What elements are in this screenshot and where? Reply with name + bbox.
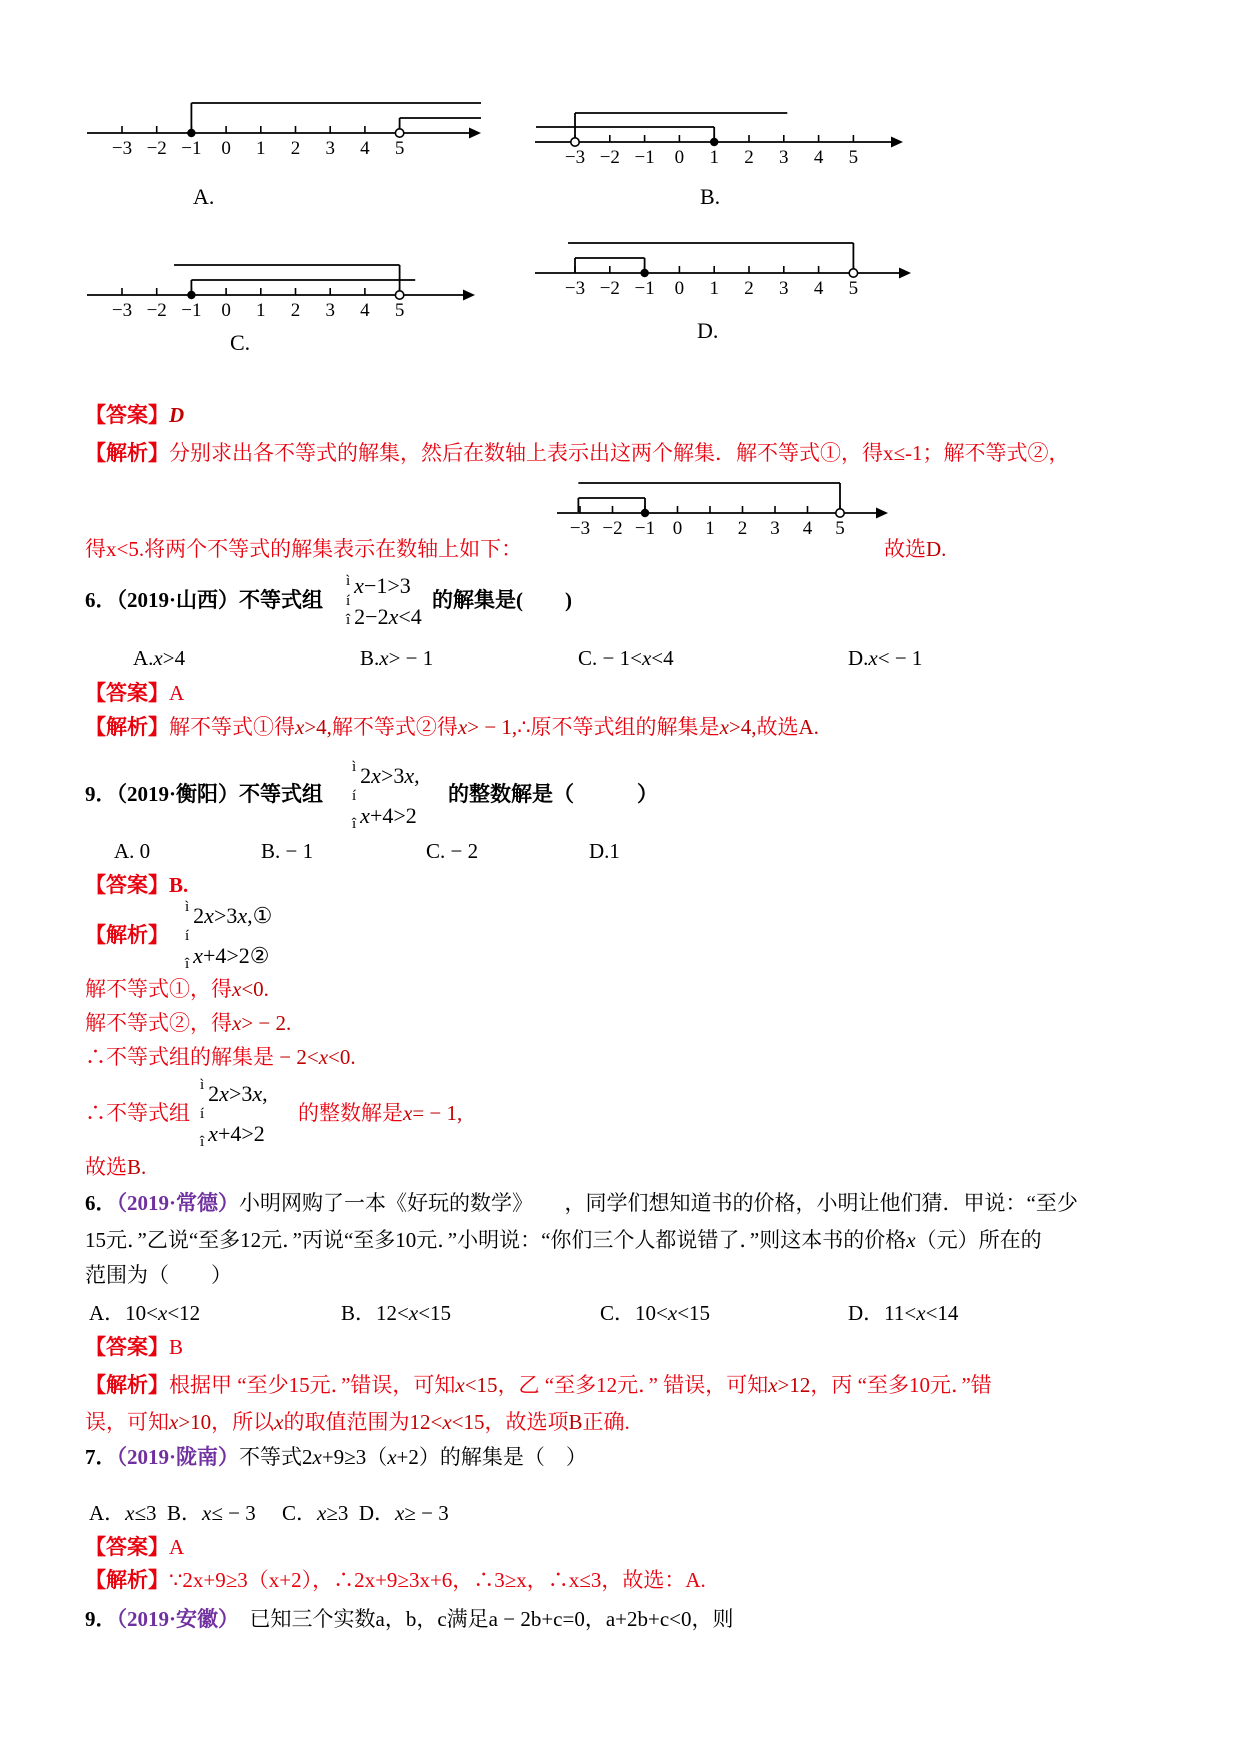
text-run: >3 — [380, 763, 405, 788]
text-run: 故选 — [884, 537, 926, 561]
tick-label: −1 — [181, 138, 202, 159]
text-run: 已知三个实数a，b，c满足a − 2b+c=0，a+2b+c<0，则 — [228, 1607, 734, 1631]
tick-label: 0 — [221, 138, 231, 159]
text-run: 根据甲 “至少15元．”错误，可知 — [169, 1373, 456, 1397]
text-run: （2019·陇南） — [116, 1445, 240, 1469]
brace-glyph: î — [346, 612, 351, 628]
tick-label: 4 — [360, 300, 370, 321]
text-run: x — [232, 1011, 242, 1035]
text-run: +2）的解集是（ ） — [396, 1445, 587, 1469]
q6-system — [346, 570, 422, 632]
tick-label: −1 — [634, 278, 655, 299]
tick-label: 4 — [813, 278, 824, 299]
system-rows — [193, 896, 272, 976]
text-run: A — [169, 681, 185, 705]
tick-label: 3 — [770, 518, 780, 539]
changde-title-1 — [85, 1190, 1078, 1217]
step-1 — [85, 976, 269, 1003]
system-row — [354, 570, 422, 601]
tick-label: −1 — [634, 518, 656, 539]
text-run: > − 2. — [241, 1011, 292, 1035]
tick-label: −3 — [564, 278, 586, 299]
text-run: x — [232, 977, 242, 1001]
text-run: 小明网购了一本《好玩的数学》 ，同学们想知道书的价格，小明让他们猜．甲说：“至少 — [239, 1191, 1078, 1215]
answer-5 — [85, 1534, 184, 1561]
system-row — [208, 1074, 267, 1114]
text-run: <15 — [464, 1373, 498, 1397]
text-run: x — [252, 1081, 263, 1106]
text-run: +4>2② — [202, 943, 270, 968]
text-run: x — [219, 1081, 229, 1106]
tick-label: 3 — [779, 278, 789, 299]
conclusion-pre — [85, 1100, 190, 1127]
system-rows — [360, 756, 419, 836]
text-run: B — [568, 1410, 583, 1434]
brace-glyphs — [352, 760, 356, 832]
text-run: <0. — [328, 1045, 356, 1069]
brace-glyph: í — [352, 787, 357, 804]
tick-label: 5 — [835, 518, 845, 539]
numberline-D — [533, 205, 913, 305]
explain-4-label — [85, 922, 169, 949]
choose-d — [884, 536, 946, 563]
text-run: x — [295, 715, 305, 739]
text-run: 9． — [85, 1607, 117, 1631]
text-run: >3 — [213, 903, 238, 928]
answer-4 — [85, 1334, 183, 1361]
text-run: 2 — [360, 763, 372, 788]
tick-label: −2 — [146, 138, 167, 159]
text-run: B. — [127, 1155, 147, 1179]
text-run: 误，可知 — [85, 1410, 169, 1434]
text-run: A． — [89, 1501, 126, 1525]
text-run: x — [442, 1410, 452, 1434]
text-run: 12< — [409, 1410, 443, 1434]
text-run: x — [404, 763, 415, 788]
system-rows — [208, 1074, 267, 1154]
tick-label: 2 — [290, 300, 301, 321]
tick-label: 5 — [394, 300, 405, 321]
text-run: x — [318, 1045, 329, 1069]
text-run: 【解析】 — [85, 441, 169, 465]
brace-glyph: í — [185, 927, 190, 944]
text-run: 2−2 — [354, 603, 389, 629]
tick-label: −3 — [111, 300, 133, 321]
system-row — [208, 1114, 267, 1154]
text-run: C. − 2 — [426, 839, 479, 863]
q9-title-post — [448, 781, 658, 808]
text-run: >12 — [777, 1373, 811, 1397]
text-run: 的整数解是（ ） — [448, 782, 658, 806]
tick-label: 2 — [744, 278, 754, 299]
tick-label: 5 — [848, 278, 859, 299]
text-run: >10 — [178, 1410, 212, 1434]
brace-glyph: ì — [200, 1077, 205, 1093]
text-run: x — [125, 1501, 135, 1525]
text-run: x — [208, 1121, 218, 1146]
text-run: x — [379, 646, 389, 670]
text-run: A. — [133, 646, 154, 670]
text-run: 【解析】 — [85, 715, 169, 739]
q9-option-a — [114, 838, 150, 865]
explain-4-system — [185, 896, 272, 976]
text-run: 2 — [193, 903, 205, 928]
tick-label: −1 — [181, 300, 202, 321]
system-row — [360, 796, 419, 836]
text-run: <4 — [398, 603, 422, 629]
text-run: D — [169, 403, 185, 427]
tick-label: 0 — [674, 147, 685, 168]
text-run: 9．（2019·衡阳）不等式组 — [85, 782, 324, 806]
diagram-label-D: D. — [697, 318, 719, 343]
text-run: <15 — [418, 1301, 452, 1325]
text-run: +9≥3（ — [321, 1445, 388, 1469]
q9-option-d — [589, 838, 620, 865]
q9-title-pre — [85, 781, 323, 808]
brace-glyph: í — [346, 592, 351, 609]
text-run: x — [274, 1410, 284, 1434]
text-run: x — [204, 903, 214, 928]
text-run: +4>2 — [217, 1121, 265, 1146]
text-run: D．11< — [848, 1301, 917, 1325]
tick-label: 5 — [394, 138, 405, 159]
longnan-options — [89, 1500, 449, 1527]
anhui-title — [85, 1606, 734, 1633]
q9-system — [352, 756, 420, 836]
text-run: 解不等式②，得 — [85, 1011, 232, 1035]
system-row — [354, 601, 422, 632]
q6-title-pre — [85, 587, 323, 614]
text-run: x — [455, 1373, 465, 1397]
text-run: >4, — [728, 715, 757, 739]
tick-label: 4 — [360, 138, 370, 159]
numberline-B — [533, 92, 905, 178]
text-run: 【答案】 — [85, 1335, 169, 1359]
text-run: x — [641, 646, 652, 670]
text-run: ,① — [247, 903, 273, 928]
text-run: ，所以 — [211, 1410, 275, 1434]
explain-2 — [85, 536, 522, 563]
tick-label: 0 — [672, 518, 683, 539]
text-run: <12 — [167, 1301, 201, 1325]
text-run: （元）所在的 — [915, 1228, 1042, 1252]
text-run: 【答案】 — [85, 1535, 169, 1559]
text-run: 的取值范围为 — [283, 1410, 410, 1434]
brace-glyph: ì — [352, 759, 357, 775]
explain-3 — [85, 714, 819, 741]
text-run: x — [916, 1301, 926, 1325]
brace-glyphs — [346, 574, 350, 628]
text-run: x — [193, 943, 203, 968]
answer-3 — [85, 872, 188, 899]
text-run: B. − 1 — [261, 839, 314, 863]
text-run: >4, — [304, 715, 332, 739]
tick-label: 3 — [325, 138, 335, 159]
text-run: x — [317, 1501, 327, 1525]
tick-label: −2 — [602, 518, 623, 539]
tick-label: 4 — [802, 518, 813, 539]
text-run: +4>2 — [369, 803, 417, 828]
tick-label: 4 — [813, 147, 824, 168]
system-row — [193, 896, 272, 936]
answer-2 — [85, 680, 184, 707]
text-run: 【答案】 — [85, 873, 169, 897]
brace-glyph: í — [200, 1105, 205, 1122]
text-run: 正确. — [582, 1410, 630, 1434]
tick-label: 5 — [848, 147, 859, 168]
text-run: <4 — [651, 646, 674, 670]
text-run: x — [387, 1445, 397, 1469]
text-run: 解不等式②得 — [331, 715, 458, 739]
choose-b — [85, 1154, 146, 1181]
text-run: x — [158, 1301, 168, 1325]
text-run: ，故选项 — [484, 1410, 569, 1434]
text-run: x — [360, 803, 370, 828]
text-run: 6．（2019·山西）不等式组 — [85, 588, 324, 612]
system-row — [193, 936, 272, 976]
text-run: x — [395, 1501, 405, 1525]
tick-label: −1 — [634, 147, 655, 168]
text-run: −1>3 — [363, 572, 411, 598]
tick-label: −3 — [111, 138, 133, 159]
text-run: x — [408, 1301, 419, 1325]
text-run: 【解析】 — [85, 1373, 169, 1397]
text-run: <15 — [451, 1410, 485, 1434]
text-run: D. — [848, 646, 869, 670]
brace-glyphs — [185, 900, 189, 972]
text-run: >3 — [228, 1081, 253, 1106]
text-run: ∴原不等式组的解集是 — [517, 715, 720, 739]
conclusion-post — [298, 1100, 462, 1127]
numberline-C — [85, 226, 477, 320]
text-run: <0. — [241, 977, 269, 1001]
q6-option-d — [848, 645, 922, 672]
text-run: x — [388, 603, 399, 629]
brace-glyph: î — [185, 956, 190, 972]
q6-option-b — [360, 645, 433, 672]
text-run: , — [414, 763, 420, 788]
text-run: 15元．”乙说“至多12元．”丙说“至多10元．”小明说：“你们三个人都说错了．”则这本书的价格 — [85, 1228, 907, 1252]
diagram-label-A: A. — [193, 184, 215, 209]
text-run: 【答案】 — [85, 681, 169, 705]
text-run: x — [202, 1501, 212, 1525]
text-run: x — [371, 763, 381, 788]
changde-option-a — [89, 1300, 200, 1327]
q6-option-c — [578, 645, 674, 672]
text-run: 的整数解是 — [298, 1101, 403, 1125]
tick-label: 3 — [325, 300, 335, 321]
step-2 — [85, 1010, 291, 1037]
text-run: ，乙 “至多12元．” 错误，可知 — [497, 1373, 769, 1397]
diagram-label-B: B. — [700, 184, 721, 209]
text-run: 解不等式①得 — [169, 715, 295, 739]
numberline-solution — [555, 462, 890, 542]
text-run: > − 1 — [388, 646, 434, 670]
text-run: 的解集是( ) — [432, 588, 572, 612]
text-run: − 2< — [274, 1045, 319, 1069]
text-run: 6． — [85, 1191, 117, 1215]
tick-label: 1 — [709, 147, 719, 168]
brace-glyph: ì — [346, 573, 351, 589]
q6-title-post — [432, 587, 572, 614]
tick-label: −2 — [599, 278, 620, 299]
changde-option-d — [848, 1300, 958, 1327]
text-run: 【解析】 — [85, 923, 169, 947]
explain-5b — [85, 1409, 630, 1436]
q6-option-a — [133, 645, 185, 672]
text-run: ≤ − 3 C． — [211, 1501, 318, 1525]
text-run: 分别求出各不等式的解集，然后在数轴上表示出这两个解集．解不等式①，得x≤-1；解不等式②， — [169, 441, 1070, 465]
text-run: x — [906, 1228, 916, 1252]
text-run: x — [719, 715, 729, 739]
changde-title-3 — [85, 1262, 232, 1289]
text-run: x — [153, 646, 163, 670]
text-run: 7． — [85, 1445, 117, 1469]
text-run: 不等式2 — [239, 1445, 313, 1469]
text-run: x — [403, 1101, 413, 1125]
text-run: A. — [798, 715, 819, 739]
answer-1 — [85, 402, 184, 429]
text-run: 2 — [208, 1081, 220, 1106]
tick-label: −2 — [146, 300, 167, 321]
tick-label: 1 — [705, 518, 715, 539]
text-run: x — [312, 1445, 322, 1469]
text-run: B．12< — [341, 1301, 409, 1325]
text-run: A. 0 — [114, 839, 151, 863]
text-run: （2019·常德） — [116, 1191, 240, 1215]
text-run: ≥ − 3 — [404, 1501, 449, 1525]
text-run: C. − 1< — [578, 646, 642, 670]
text-run: , — [262, 1081, 268, 1106]
text-run: 得x<5.将两个不等式的解集表示在数轴上如下： — [85, 537, 523, 561]
text-run: D.1 — [589, 839, 620, 863]
text-run: ∴不等式组的解集是 — [85, 1045, 274, 1069]
text-run: x — [237, 903, 248, 928]
conclusion-system — [200, 1074, 268, 1154]
changde-title-2 — [85, 1227, 1042, 1254]
text-run: 故选 — [756, 715, 799, 739]
tick-label: −3 — [564, 147, 586, 168]
changde-option-b — [341, 1300, 451, 1327]
step-3 — [85, 1044, 356, 1071]
changde-option-c — [600, 1300, 710, 1327]
text-run: （2019·安徽） — [116, 1607, 229, 1631]
text-run: D. — [926, 537, 947, 561]
text-run: B. — [169, 873, 189, 897]
text-run: ≤3 B． — [134, 1501, 203, 1525]
text-run: 解不等式①，得 — [85, 977, 232, 1001]
tick-label: 2 — [744, 147, 754, 168]
text-run: x — [354, 572, 364, 598]
text-run: 故选 — [85, 1155, 127, 1179]
tick-label: 2 — [290, 138, 301, 159]
tick-label: −3 — [569, 518, 591, 539]
text-run: A．10< — [89, 1301, 159, 1325]
text-run: ∴不等式组 — [85, 1101, 190, 1125]
text-run: <15 — [677, 1301, 711, 1325]
text-run: x — [169, 1410, 179, 1434]
tick-label: 0 — [221, 300, 231, 321]
text-run: 【答案】 — [85, 403, 169, 427]
text-run: x — [457, 715, 468, 739]
text-run: A — [169, 1535, 185, 1559]
text-run: B — [169, 1335, 184, 1359]
brace-glyph: ì — [185, 899, 190, 915]
text-run: 范围为（ ） — [85, 1263, 232, 1287]
text-run: 【解析】 — [85, 1568, 169, 1592]
text-run: >4 — [162, 646, 186, 670]
text-run: x — [768, 1373, 778, 1397]
explain-5a — [85, 1372, 992, 1399]
text-run: ∵2x+9≥3（x+2），∴2x+9≥3x+6，∴3≥x，∴x≤3，故选：A. — [169, 1568, 706, 1592]
diagram-label-C: C. — [230, 330, 251, 355]
system-row — [360, 756, 419, 796]
text-run: B. — [360, 646, 380, 670]
text-run: <14 — [925, 1301, 959, 1325]
text-run: ，丙 “至多10元．”错 — [810, 1373, 992, 1397]
brace-glyph: î — [352, 816, 357, 832]
tick-label: 1 — [709, 278, 719, 299]
numberline-A — [85, 85, 483, 177]
text-run: < − 1 — [877, 646, 923, 670]
tick-label: 1 — [256, 138, 266, 159]
text-run: ≥3 D． — [326, 1501, 396, 1525]
brace-glyphs — [200, 1078, 204, 1150]
system-rows — [354, 570, 422, 632]
text-run: > − 1, — [467, 715, 518, 739]
tick-label: 1 — [256, 300, 266, 321]
tick-label: 2 — [737, 518, 748, 539]
longnan-title — [85, 1444, 587, 1471]
text-run: C．10< — [600, 1301, 668, 1325]
tick-label: −2 — [599, 147, 620, 168]
brace-glyph: î — [200, 1134, 205, 1150]
text-run: = − 1, — [412, 1101, 463, 1125]
text-run: x — [667, 1301, 678, 1325]
explain-6 — [85, 1567, 706, 1594]
text-run: x — [868, 646, 878, 670]
q9-option-b — [261, 838, 313, 865]
tick-label: 3 — [779, 147, 789, 168]
tick-label: 0 — [674, 278, 685, 299]
q9-option-c — [426, 838, 478, 865]
